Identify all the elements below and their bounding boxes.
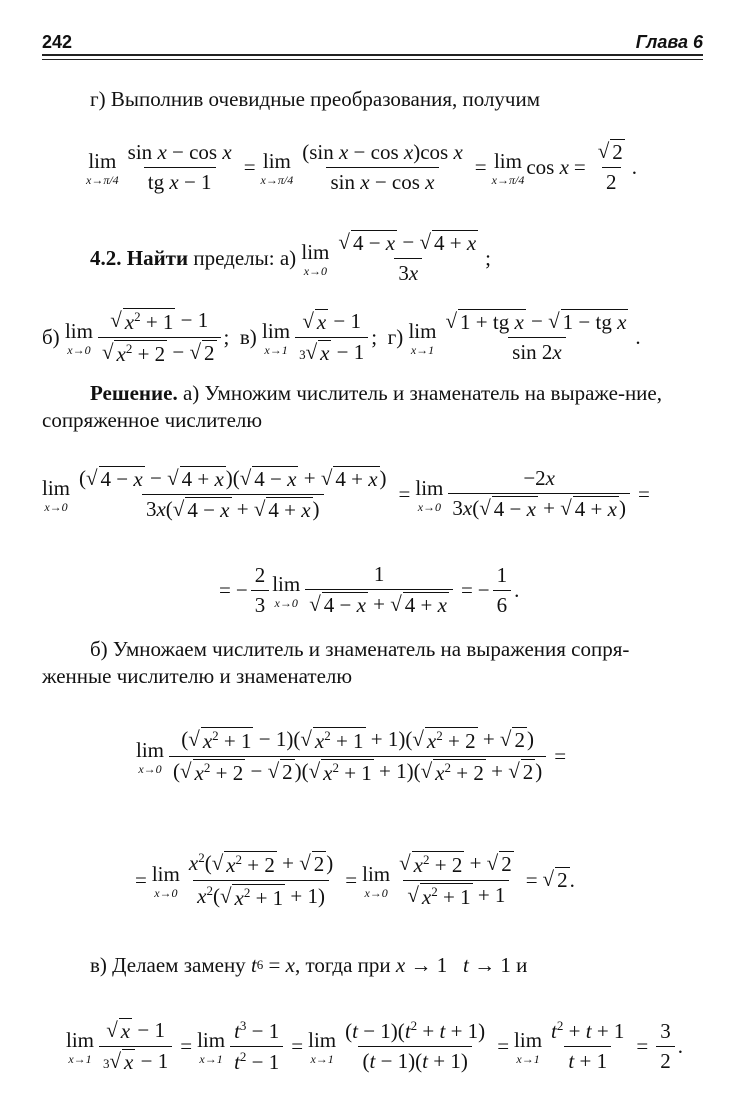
label-v: в) [239,324,257,349]
fraction: $\frac{2}{3}$ [251,563,270,618]
fraction: $\frac{t^3 - 1}{t^2 - 1}$ [230,1018,283,1075]
fraction: ( √ $x^2 + 1$ − 1)( √ $x^2 + 1$ + 1)( √ $x^2 + 2$ + √ 2 ) ( √ $x^2 + 2$ − √ 2 )( √ $x^2 + 1$ + 1)( √ $x^2 + 2$ + √ 2 ) [169,727,546,786]
limit-operator: lim x→1 [514,1027,543,1066]
page-header [42,28,703,58]
equation-a-line-2: = − $\frac{2}{3}$ lim x→0 1 √ 4 − x + √ 4 + x = − $\frac{1}{6}$ . [219,562,520,617]
label-b: б) [42,324,60,349]
solution-word: Решение. [90,381,178,405]
header-rule [42,54,703,56]
problem-text: пределы: а) [188,245,297,270]
limit-operator: lim x→1 [408,318,437,357]
fraction: $x^2$( √ $x^2 + 2$ + √ 2 ) $x^2$( √ $x^2 + 1$ + 1) [188,849,334,910]
fraction: ( √ 4 − x − √ 4 + x )( √ 4 − x + √ 4 + x ) 3x( √ 4 − x + √ 4 + x ) [79,465,387,522]
equation-v: lim x→1 √ x − 1 3√ x − 1 = lim x→1 $\frac{t^3 - 1}{t^2 - 1}$ = lim x→1 $\frac{(t - 1)(t^2 + t + 1)}{(t - 1)(t + 1)}$ = lim x→1 $\frac{t^2 + t + 1}{t + 1}$ = $\frac{3}{2}$ . [66,1017,684,1074]
fraction: √ x − 1 3√ x − 1 [99,1018,172,1075]
limit-operator: lim x→0 [272,571,301,610]
limit-operator: lim x→π/4 [491,148,525,187]
equation-b-line-1: lim x→0 ( √ $x^2 + 1$ − 1)( √ $x^2 + 1$ + 1)( √ $x^2 + 2$ + √ 2 ) ( √ $x^2 + 2$ − √ 2 )( √ $x^2 + 1$ + 1)( √ $x^2 + 2$ + √ 2 ) = [136,726,567,785]
chapter-title: Глава 6 [635,32,703,52]
fraction: $\frac{t^2 + t + 1}{t + 1}$ [551,1018,625,1073]
fraction: $\frac{3}{2}$ [656,1019,675,1074]
limit-operator: lim x→0 [362,861,391,900]
limit-operator: lim x→0 [301,239,330,278]
problem-verb: Найти [126,245,189,270]
label-g: г) [387,324,404,349]
fraction: √ x − 1 3√ x − 1 [295,309,368,366]
fraction: √ $x^2 + 1$ − 1 √ $x^2 + 2$ − √ 2 [98,308,221,367]
solution-v-text3: и [516,952,528,977]
limit-operator: lim x→0 [64,318,93,357]
equation-g: lim x→π/4 $\frac{\text{sin x − cos x}}{\text{tg x − 1}}$ = lim x→π/4 $\frac{\text{(sin x − cos x)cos x}}{\text{sin x − cos x}}$ = lim x→π/4 cos x = √ 2 2 . [86,139,638,194]
limit-operator: lim x→0 [151,861,180,900]
fraction: √ 4 − x − √ 4 + x 3x [338,230,477,285]
equation-b-line-2: = lim x→0 $x^2$( √ $x^2 + 2$ + √ 2 ) $x^2$( √ $x^2 + 1$ + 1) = lim x→0 √ $x^2 + 2$ + √ 2 √ $x^2 + 1$ + 1 = √ 2 . [135,849,575,910]
limit-operator: lim x→1 [262,318,291,357]
paragraph-solution-b: б) Умножаем числитель и знаменатель на выражения сопря-женные числителю и знаменателю [42,637,630,688]
page-number: 242 [42,32,73,52]
problem-4-2-line-2: б) lim x→0 √ $x^2 + 1$ − 1 √ $x^2 + 2$ − √ 2 ; в) lim x→1 √ x − 1 3√ x − 1 ; г) lim x→1 √ 1 + tg x − √ 1 − tg x sin 2x . [42,307,641,366]
solution-v-text2: , тогда при [294,952,391,977]
fraction: √ 2 2 [597,139,623,194]
fraction: $\frac{(t - 1)(t^2 + t + 1)}{(t - 1)(t + 1)}$ [345,1018,486,1073]
paragraph-solution-v: в) Делаем замену t 6 = x , тогда при x → 1 t → 1 и [90,952,528,977]
header-rule-thin [42,59,703,60]
fraction: √ 1 + tg x − √ 1 − tg x sin 2x [445,309,627,364]
paragraph-solution-a [42,380,698,434]
fraction: $\frac{\text{sin x − cos x}}{\text{tg x − 1}}$ [127,139,232,194]
limit-operator: lim x→0 [415,475,444,514]
problem-number: 4.2. [90,245,122,270]
fraction: $\frac{1}{6}$ [493,563,512,618]
fraction: 1 √ 4 − x + √ 4 + x [305,562,453,618]
fraction: $\frac{\text{(sin x − cos x)cos x}}{\text{sin x − cos x}}$ [302,139,463,194]
limit-operator: lim x→0 [42,475,71,514]
limit-operator: lim x→1 [197,1027,226,1066]
solution-v-text: в) Делаем замену [90,952,246,977]
fraction: −2x 3x( √ 4 − x + √ 4 + x ) [448,466,630,522]
limit-operator: lim x→π/4 [260,148,294,187]
solution-a-text: а) Умножим числитель и знаменатель на выраже-ние, сопряженное числителю [42,381,662,432]
limit-operator: lim x→π/4 [86,148,119,187]
equation-a-line-1: lim x→0 ( √ 4 − x − √ 4 + x )( √ 4 − x + √ 4 + x ) 3x( √ 4 − x + √ 4 + x ) = lim x→0 −2x 3x( √ 4 − x + √ 4 + x ) = [42,465,650,522]
limit-operator: lim x→0 [136,737,165,776]
limit-operator: lim x→1 [308,1027,337,1066]
limit-operator: lim x→1 [66,1027,95,1066]
problem-4-2-line-1: 4.2. Найти пределы: а) lim x→0 √ 4 − x − √ 4 + x 3x ; [90,230,491,285]
fraction: √ $x^2 + 2$ + √ 2 √ $x^2 + 1$ + 1 [399,850,512,909]
paragraph-g-intro: г) Выполнив очевидные преобразования, получим [90,87,541,111]
